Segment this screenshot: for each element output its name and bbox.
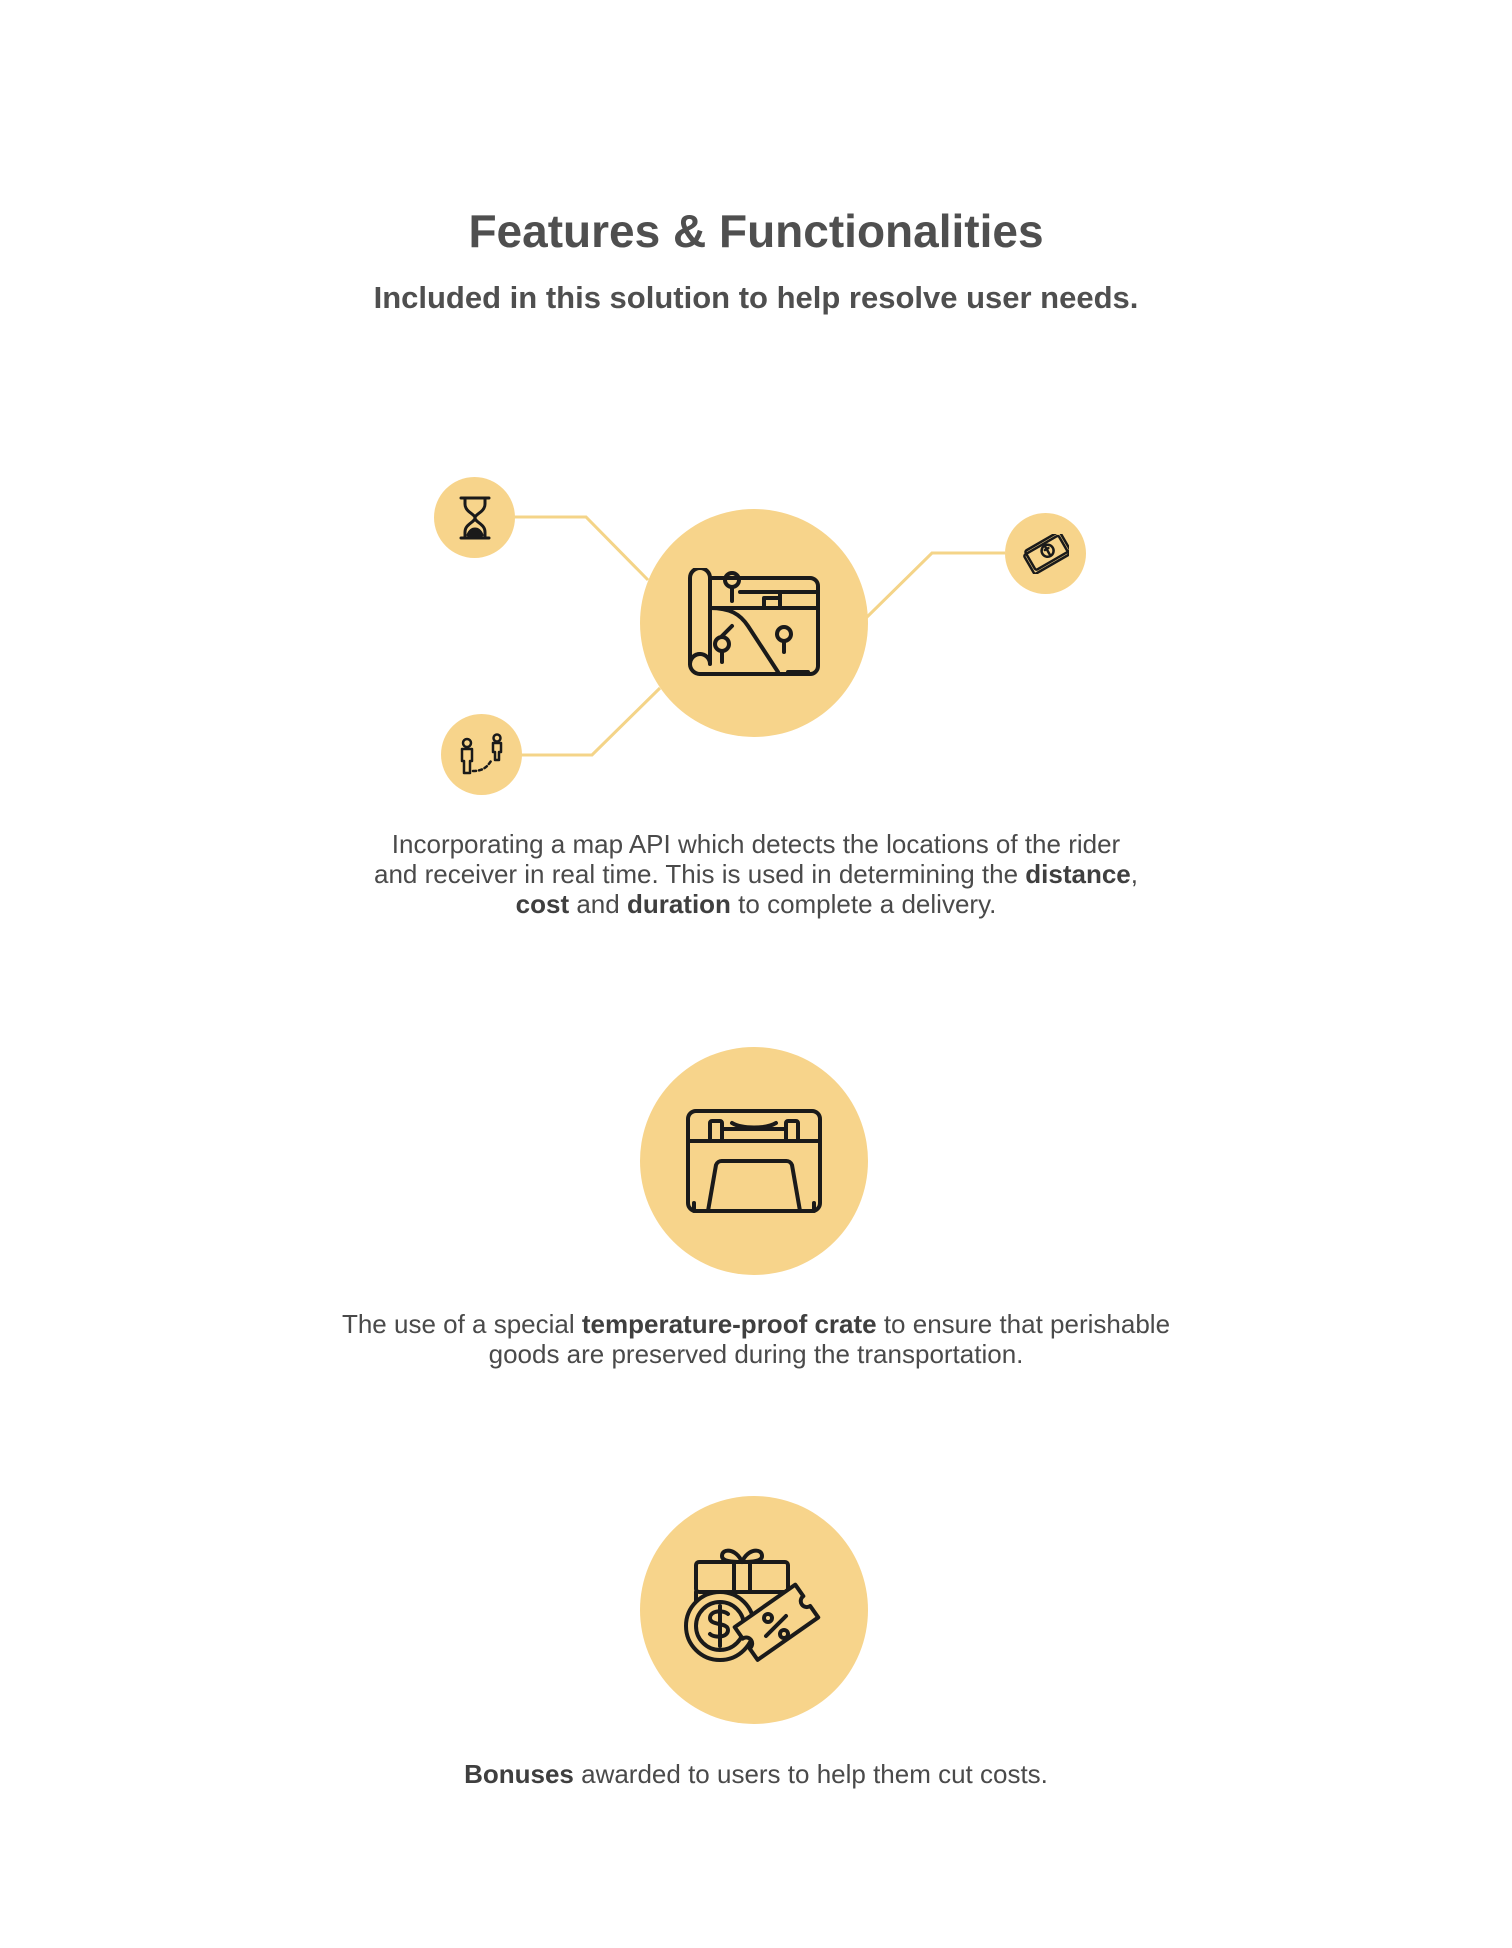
money-icon xyxy=(1023,534,1069,574)
bonus-feature-circle xyxy=(640,1496,868,1724)
connector-hourglass xyxy=(513,517,648,580)
people-distance-icon xyxy=(457,733,507,777)
cooler-crate-icon xyxy=(684,1107,824,1215)
map-feature-circle xyxy=(640,509,868,737)
map-icon xyxy=(684,568,824,678)
page-subtitle: Included in this solution to help resolve user needs. xyxy=(373,280,1139,315)
people-satellite-circle xyxy=(441,714,522,795)
hourglass-icon xyxy=(457,495,493,541)
bonus-icon xyxy=(682,1542,826,1678)
map-desc-line-3: cost and duration to complete a delivery. xyxy=(515,889,997,919)
connector-money xyxy=(866,553,1005,618)
map-desc-line-2: and receiver in real time. This is used in determining the distance, xyxy=(373,859,1139,889)
bonus-feature-description: Bonuses awarded to users to help them cut costs. xyxy=(464,1759,1048,1789)
connector-people xyxy=(520,688,660,755)
map-desc-line-1: Incorporating a map API which detects the locations of the rider xyxy=(391,829,1121,859)
hourglass-satellite-circle xyxy=(434,477,515,558)
crate-desc-line-1: The use of a special temperature-proof crate to ensure that perishable xyxy=(341,1309,1171,1339)
crate-feature-circle xyxy=(640,1047,868,1275)
crate-desc-line-2: goods are preserved during the transportation. xyxy=(488,1339,1024,1369)
page-title: Features & Functionalities xyxy=(468,205,1044,257)
money-satellite-circle xyxy=(1005,513,1086,594)
